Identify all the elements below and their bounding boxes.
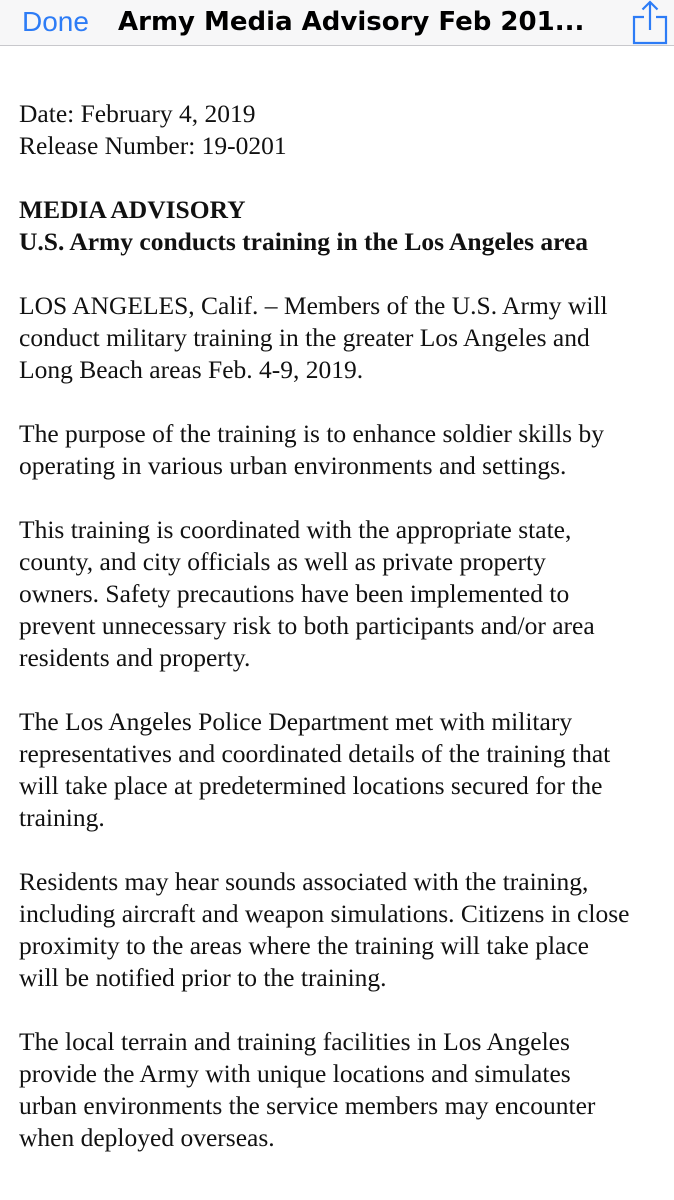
advisory-heading xyxy=(19,194,674,258)
advisory-label: MEDIA ADVISORY xyxy=(19,195,246,224)
paragraph xyxy=(19,290,674,386)
paragraph xyxy=(19,706,674,834)
paragraph-line: including aircraft and weapon simulations. Citizens in close xyxy=(19,899,630,928)
paragraph-line: prevent unnecessary risk to both participants and/or area xyxy=(19,611,595,640)
paragraph-line: owners. Safety precautions have been implemented to xyxy=(19,579,570,608)
paragraph-line: The purpose of the training is to enhance soldier skills by xyxy=(19,419,604,448)
document-body xyxy=(19,98,674,1186)
paragraph-line: will take place at predetermined locations secured for the xyxy=(19,771,603,800)
paragraph-line: operating in various urban environments and settings. xyxy=(19,451,567,480)
document-header xyxy=(19,98,674,162)
paragraph-line: The Los Angeles Police Department met with military xyxy=(19,707,573,736)
done-button[interactable]: Done xyxy=(22,6,89,37)
paragraph-line: county, and city officials as well as private property xyxy=(19,547,546,576)
share-button[interactable] xyxy=(628,0,672,46)
paragraph-line: Long Beach areas Feb. 4-9, 2019. xyxy=(19,355,364,384)
paragraph-line: when deployed overseas. xyxy=(19,1123,275,1152)
paragraph xyxy=(19,1026,674,1154)
paragraph xyxy=(19,418,674,482)
paragraph-line: residents and property. xyxy=(19,643,251,672)
paragraph-line: representatives and coordinated details of the training that xyxy=(19,739,611,768)
advisory-headline: U.S. Army conducts training in the Los Angeles area xyxy=(19,227,589,256)
paragraph-line: training. xyxy=(19,803,105,832)
paragraph-line: LOS ANGELES, Calif. – Members of the U.S. Army will xyxy=(19,291,608,320)
document-viewer[interactable] xyxy=(0,46,674,1200)
paragraph-line: proximity to the areas where the training will take place xyxy=(19,931,590,960)
share-icon xyxy=(628,0,672,46)
release-number: Release Number: 19-0201 xyxy=(19,131,287,160)
navigation-bar xyxy=(0,0,674,46)
paragraph-line: conduct military training in the greater Los Angeles and xyxy=(19,323,590,352)
release-date: Date: February 4, 2019 xyxy=(19,99,256,128)
paragraph-line: provide the Army with unique locations and simulates xyxy=(19,1059,571,1088)
paragraph-line: Residents may hear sounds associated with the training, xyxy=(19,867,589,896)
paragraph-line: This training is coordinated with the appropriate state, xyxy=(19,515,572,544)
paragraph-line: urban environments the service members may encounter xyxy=(19,1091,596,1120)
document-title: Army Media Advisory Feb 201... xyxy=(118,7,585,37)
paragraph xyxy=(19,866,674,994)
paragraph-line: The local terrain and training facilities in Los Angeles xyxy=(19,1027,570,1056)
paragraph-line: will be notified prior to the training. xyxy=(19,963,387,992)
paragraph xyxy=(19,514,674,674)
